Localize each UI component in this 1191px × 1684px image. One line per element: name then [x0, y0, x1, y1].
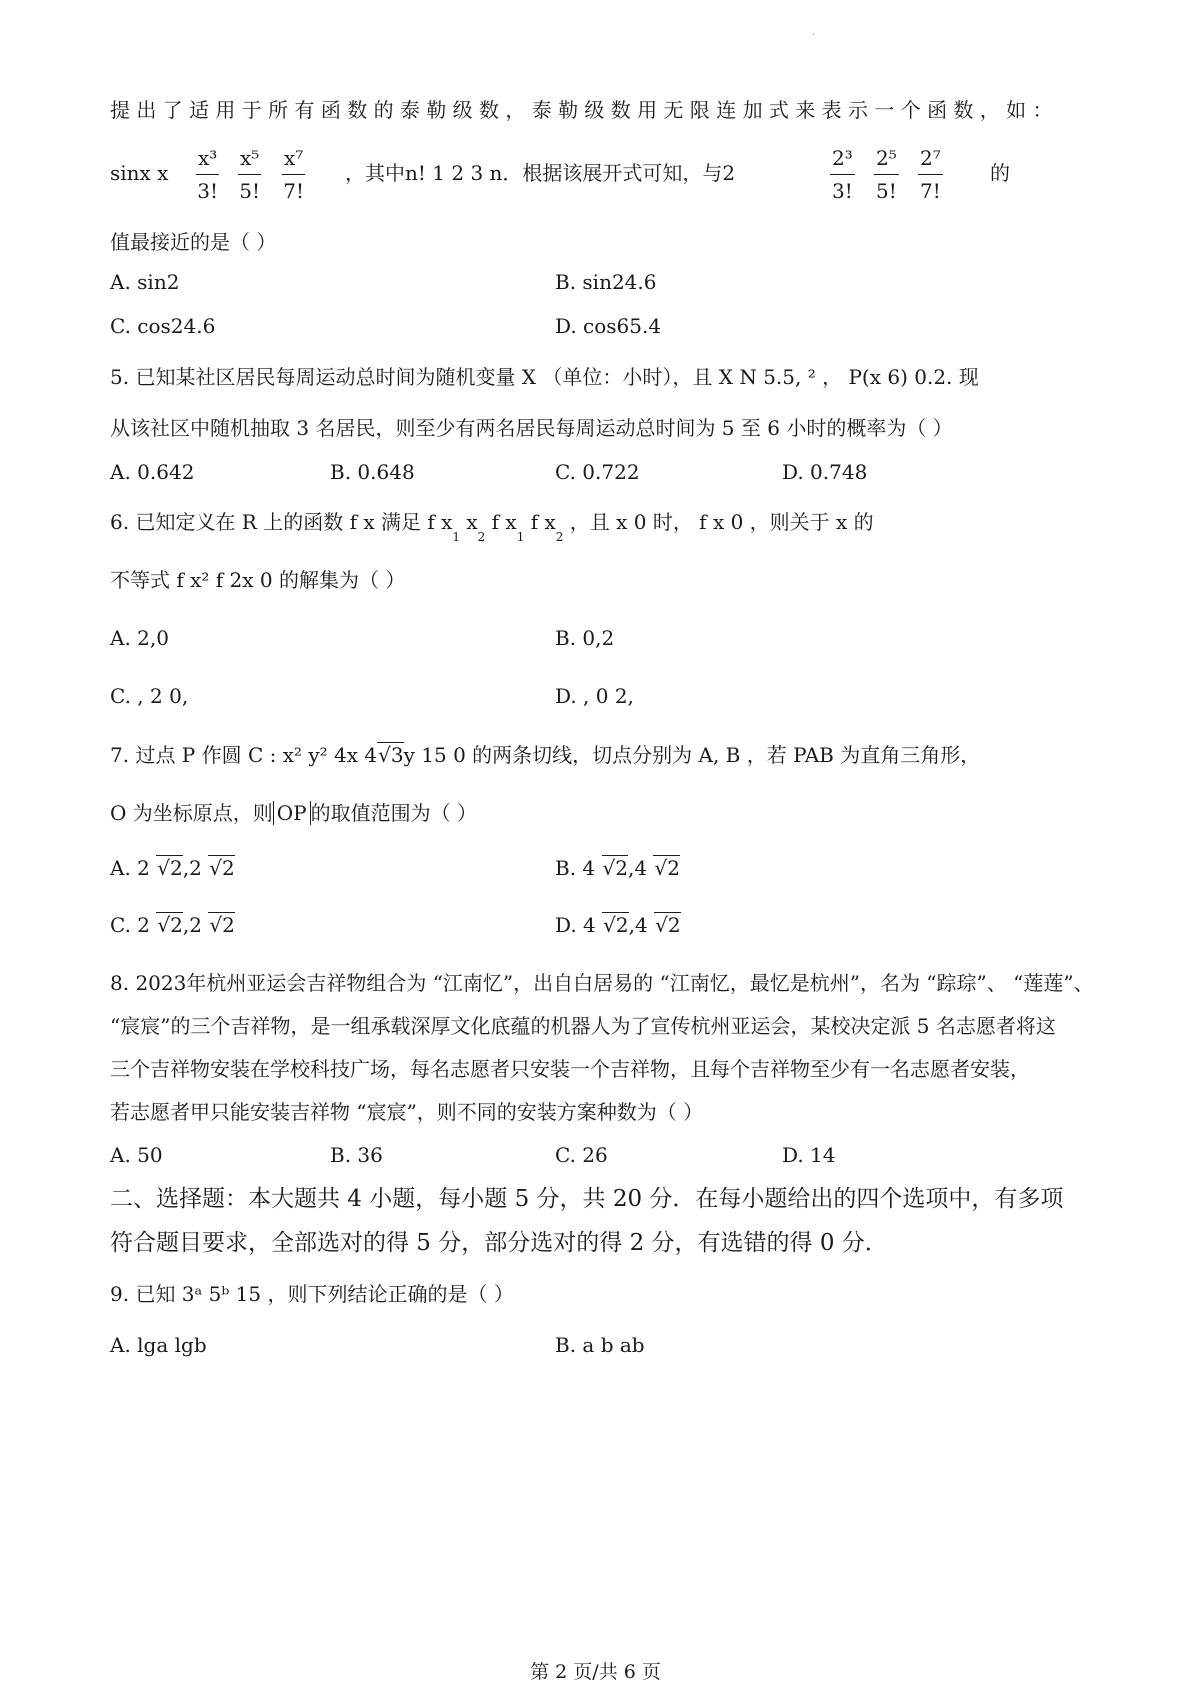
- section-2-line-2: 符合题目要求，全部选对的得 5 分，部分选对的得 2 分，有选错的得 0 分．: [110, 1230, 888, 1256]
- q9-line-1: 9. 已知 3ᵃ 5ᵇ 15 ，则下列结论正确的是（ ）: [110, 1282, 514, 1306]
- q7-d-pre: D. 4: [555, 913, 603, 937]
- q5-line-1: 5. 已知某社区居民每周运动总时间为随机变量 X （单位：小时），且 X N 5.5, ² ， P(x 6) 0.2. 现: [110, 365, 979, 389]
- q6-line-1d: f x: [530, 510, 556, 534]
- series-frac-3: [918, 148, 943, 201]
- q8-option-c: C. 26: [555, 1143, 608, 1167]
- q7-b-mid: ,4: [627, 856, 654, 880]
- taylor-lhs: sinx x: [110, 161, 169, 185]
- q7-a-mid: ,2: [182, 856, 209, 880]
- q6-line-1b: x: [466, 510, 478, 534]
- q7-line-1a: 7. 过点 P 作圆 C : x² y² 4x 4: [110, 743, 378, 767]
- q7-line-2a: O 为坐标原点，则: [110, 801, 273, 825]
- q7-c-pre: C. 2: [110, 913, 157, 937]
- q7-d-sqrt1: √2: [603, 913, 629, 937]
- taylor-frac-2-den: 5!: [239, 179, 261, 203]
- intro-line-1: 提 出 了 适 用 于 所 有 函 数 的 泰 勒 级 数 ， 泰 勒 级 数 用 无 限 连 加 式 来 表 示 一 个 函 数 ， 如 ：: [110, 98, 1053, 122]
- q7-a-sqrt2: √2: [209, 856, 235, 880]
- q6-line-1a: 6. 已知定义在 R 上的函数 f x 满足 f x: [110, 510, 453, 534]
- q7-b-sqrt1: √2: [602, 856, 628, 880]
- q7-b-r1: 2: [615, 856, 628, 880]
- taylor-frac-3-den: 7!: [283, 179, 305, 203]
- taylor-frac-1-den: 3!: [197, 179, 219, 203]
- q7-option-b: [555, 858, 680, 878]
- q6-line-2: 不等式 f x² f 2x 0 的解集为（ ）: [110, 568, 406, 592]
- q7-b-sqrt2: √2: [654, 856, 680, 880]
- q6-line-1: [110, 510, 874, 544]
- q7-option-d: [555, 915, 681, 935]
- taylor-frac-2-num: x⁵: [238, 148, 261, 175]
- q9-option-b: B. a b ab: [555, 1333, 645, 1357]
- q5-option-c: C. 0.722: [555, 460, 640, 484]
- q7-c-mid: ,2: [182, 913, 209, 937]
- q7-a-sqrt1: √2: [157, 856, 183, 880]
- q5-line-2: 从该社区中随机抽取 3 名居民，则至少有两名居民每周运动总时间为 5 至 6 小时的概率为（ ）: [110, 416, 953, 440]
- q9-option-a: A. lga lgb: [110, 1333, 207, 1357]
- q6-sub-2a: 2: [477, 530, 486, 544]
- series-frac-3-num: 2⁷: [918, 148, 943, 175]
- q7-c-r1: 2: [170, 913, 183, 937]
- q6-sub-1b: 1: [516, 530, 525, 544]
- scan-dot: ·: [812, 30, 816, 41]
- q8-line-3: 三个吉祥物安装在学校科技广场，每名志愿者只安装一个吉祥物，且每个吉祥物至少有一名志愿者安装，: [110, 1057, 1030, 1081]
- series-frac-2-den: 5!: [875, 179, 897, 203]
- sqrt3-value: 3: [390, 743, 404, 767]
- q4-option-c: C. cos24.6: [110, 314, 216, 338]
- intro-de: 的: [990, 161, 1010, 185]
- q8-option-d: D. 14: [782, 1143, 836, 1167]
- q7-a-r2: 2: [221, 856, 235, 880]
- q7-a-r1: 2: [170, 856, 183, 880]
- q6-line-1c: f x: [491, 510, 517, 534]
- q5-option-a: A. 0.642: [110, 460, 195, 484]
- q6-option-b: B. 0,2: [555, 626, 615, 650]
- q6-sub-1a: 1: [452, 530, 461, 544]
- q6-line-1e: ，且 x 0 时， f x 0 ，则关于 x 的: [569, 510, 874, 534]
- taylor-frac-3: [282, 148, 305, 201]
- q5-option-b: B. 0.648: [330, 460, 415, 484]
- taylor-frac-2: [238, 148, 261, 201]
- q7-b-r2: 2: [667, 856, 680, 880]
- taylor-frac-1: [196, 148, 219, 201]
- intro-line-3: 值最接近的是（ ）: [110, 230, 277, 254]
- q7-d-r2: 2: [667, 913, 681, 937]
- q6-option-d: D. , 0 2,: [555, 684, 634, 708]
- q6-sub-2b: 2: [555, 530, 564, 544]
- q8-option-b: B. 36: [330, 1143, 383, 1167]
- series-frac-2-num: 2⁵: [874, 148, 899, 175]
- q7-c-sqrt2: √2: [209, 913, 235, 937]
- q4-option-d: D. cos65.4: [555, 314, 662, 338]
- series-frac-1-den: 3!: [831, 179, 853, 203]
- q7-line-1: [110, 745, 980, 765]
- series-frac-1-num: 2³: [830, 148, 855, 175]
- q7-c-r2: 2: [222, 913, 235, 937]
- sqrt3-symbol: √3: [378, 743, 404, 767]
- q7-line-2b: 的取值范围为（ ）: [310, 801, 477, 825]
- series-frac-1: [830, 148, 855, 201]
- series-frac-2: [874, 148, 899, 201]
- taylor-frac-1-num: x³: [196, 148, 219, 175]
- q7-option-a: [110, 858, 235, 878]
- q7-d-sqrt2: √2: [655, 913, 681, 937]
- q7-line-2: [110, 803, 477, 823]
- q7-d-mid: ,4: [628, 913, 655, 937]
- q4-option-a: A. sin2: [110, 270, 180, 294]
- page-footer: 第 2 页/共 6 页: [530, 1661, 661, 1683]
- section-2-line-1: 二、选择题：本大题共 4 小题，每小题 5 分，共 20 分．在每小题给出的四个选项中，有多项: [110, 1186, 1064, 1212]
- taylor-mid-text: ，其中n! 1 2 3 n．根据该展开式可知，与2: [345, 161, 736, 185]
- q8-option-a: A. 50: [110, 1143, 163, 1167]
- q7-d-r1: 2: [615, 913, 629, 937]
- q7-a-pre: A. 2: [110, 856, 157, 880]
- abs-op: OP: [273, 801, 311, 825]
- series-frac-3-den: 7!: [919, 179, 941, 203]
- q6-option-a: A. 2,0: [110, 626, 169, 650]
- q4-option-b: B. sin24.6: [555, 270, 657, 294]
- q6-option-c: C. , 2 0,: [110, 684, 189, 708]
- q7-b-pre: B. 4: [555, 856, 602, 880]
- q7-c-sqrt1: √2: [157, 913, 183, 937]
- q7-line-1b: y 15 0 的两条切线，切点分别为 A, B ，若 PAB 为直角三角形，: [403, 743, 981, 767]
- q5-option-d: D. 0.748: [782, 460, 868, 484]
- q8-line-2: “宸宸”的三个吉祥物，是一组承载深厚文化底蕴的机器人为了宣传杭州亚运会，某校决定派 5 名志愿者将这: [110, 1014, 1056, 1038]
- q8-line-4: 若志愿者甲只能安装吉祥物 “宸宸”，则不同的安装方案种数为（ ）: [110, 1100, 704, 1124]
- taylor-frac-3-num: x⁷: [282, 148, 305, 175]
- q7-option-c: [110, 915, 235, 935]
- q8-line-1: 8. 2023年杭州亚运会吉祥物组合为 “江南忆”，出自白居易的 “江南忆，最忆是杭州”，名为 “踪琮”、 “莲莲”、: [110, 971, 1094, 995]
